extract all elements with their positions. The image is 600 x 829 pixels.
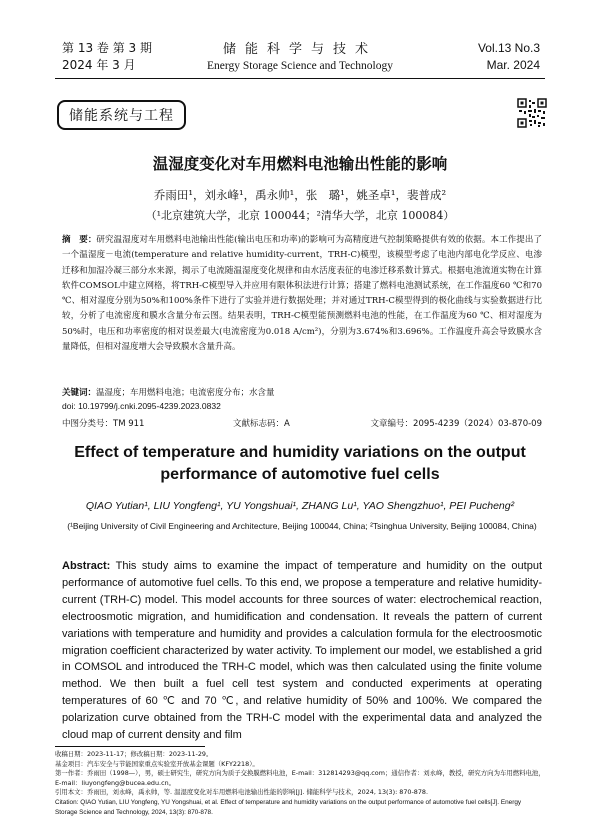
- paper-title-cn: 温湿度变化对车用燃料电池输出性能的影响: [152, 155, 448, 173]
- journal-name-en: Energy Storage Science and Technology: [207, 60, 393, 72]
- citation-cn: 引用本文：乔雨田，刘永峰，禹永帅，等. 温湿度变化对车用燃料电池输出性能的影响[J]. 储能科学与技术，2024, 13(3): 870-878.: [55, 788, 429, 797]
- abstract-en: [62, 558, 542, 744]
- abstract-cn-text: 研究温湿度对车用燃料电池输出性能(输出电压和功率)的影响可为高精度进气控制策略提供有效的依据。本工作提出了一个温湿度－电流(temperature and relative humidity-current，TRH-C)模型，该模型考虑了电池内部电化学反应、电渗迁移和加湿冷凝三部分水来源，揭示了电流随温湿度变化规律和由水活度表征的电渗迁移系数计算式。根据电池流道实物在计算软件COMSOL中建立网格，将TRH-C模型导入并应用有限体积法进行计算；搭建了燃料电池测试系统，在工作温度60 ℃和70 ℃、相对湿度分别为50%和100%条件下进行了实验并进行数据处理；并对通过TRH-C模型得到的极化曲线与实验数据进行比较，分析了电流密度和膜水含量分布云图。结果表明，TRH-C模型能预测燃料电池的性能，在工作温度为60 ℃、相对湿度为50%时，电压和功率密度的相对误差最大(电流密度为0.018 A/cm²)，分别为3.674%和3.696%。工作温度升高会导致膜水含量降低，但相对湿度增大会导致膜水含量升高。: [62, 235, 542, 353]
- section-tag: 储能系统与工程: [57, 100, 186, 130]
- authors-cn: 乔雨田¹，刘永峰¹，禹永帅¹，张 璐¹，姚圣卓¹，裴普成²: [153, 188, 447, 202]
- author-info: 第一作者：乔雨田（1998—），男，硕士研究生，研究方向为质子交换膜燃料电池，E-mail：312814293@qq.com；通信作者：刘永峰，教授，研究方向为车用燃料电池，E-mail：liuyongfeng@bucea.edu.cn。: [55, 769, 545, 787]
- volume-issue-en: Vol.13 No.3: [477, 41, 540, 55]
- issue-info-en: [478, 40, 540, 74]
- doi: doi: 10.19799/j.cnki.2095-4239.2023.0832: [62, 401, 221, 411]
- paper-title-en: Effect of temperature and humidity variations on the output performance of automotive fuel cells: [74, 444, 526, 483]
- qr-code-icon: [517, 98, 547, 128]
- footnote-rule: [55, 746, 205, 747]
- abstract-en-text: This study aims to examine the impact of temperature and humidity on the output performance of automotive fuel cells. To this end, we propose a temperature and relative humidity-current (TRH-C) model. This model accounts for three sources of water: electrochemical reaction, electroosmotic migration, and humidification and condensation. It reveals the pattern of current variations with temperature and humidity and provides a calculation formula for the electroosmotic migration coefficient characterized by water activity. To implement our model, we established a grid in COMSOL and introduced the TRH-C model, which was then calculated using the finite volume method. We then built a fuel cell test system and conducted experiments at operating temperatures of 60 ℃ and 70 ℃, and relative humidity of 50% and 100%. We compared the polarization curve obtained from the TRH-C model with the experimental data and analyzed the cloud map of current density and film: [62, 560, 543, 742]
- issue-date: 2024 年 3 月: [62, 58, 136, 72]
- issue-info: [62, 40, 152, 74]
- affiliations-en: (¹Beijing University of Civil Engineering and Architecture, Beijing 100044, China; ²Tsinghua University, Beijing 100084, China): [67, 521, 537, 531]
- volume-issue: 第 13 卷 第 3 期: [62, 41, 152, 55]
- affiliations-cn: （¹北京建筑大学，北京 100044；²清华大学，北京 100084）: [145, 209, 455, 222]
- header-rule: [55, 78, 545, 79]
- keywords-cn-label: 关键词：: [62, 388, 97, 398]
- document-code: 文献标志码：A: [233, 419, 290, 429]
- footnote: [55, 750, 545, 817]
- authors-en: QIAO Yutian¹, LIU Yongfeng¹, YU Yongshuai¹, ZHANG Lu¹, YAO Shengzhuo¹, PEI Pucheng²: [85, 500, 515, 512]
- abstract-en-label: Abstract:: [62, 560, 111, 572]
- citation-en: Citation: QIAO Yutian, LIU Yongfeng, YU Yongshuai, et al. Effect of temperature and humidity variations on the output performance of automotive fuel cells[J]. Energy Storage Science and Technology, 2024, 13(3): 870-878.: [55, 798, 522, 816]
- journal-name-cn: 储能科学与技术: [222, 42, 377, 57]
- keywords-cn-text: 温湿度；车用燃料电池；电流密度分布；水含量: [96, 388, 275, 398]
- fund-info: 基金项目：汽车安全与节能国家重点实验室开放基金课题（KFY2218）。: [55, 759, 259, 768]
- abstract-cn-label: 摘 要：: [62, 235, 97, 245]
- journal-name: [170, 38, 430, 72]
- clc-number: 中图分类号：TM 911: [62, 419, 145, 429]
- abstract-cn: [62, 233, 542, 355]
- keywords-cn: [62, 386, 542, 401]
- article-number: 文章编号：2095-4239（2024）03-870-09: [370, 419, 542, 429]
- classification-row: [62, 417, 542, 431]
- issue-date-en: Mar. 2024: [486, 58, 540, 72]
- received-date: 收稿日期：2023-11-17；修改稿日期：2023-11-29。: [55, 750, 213, 758]
